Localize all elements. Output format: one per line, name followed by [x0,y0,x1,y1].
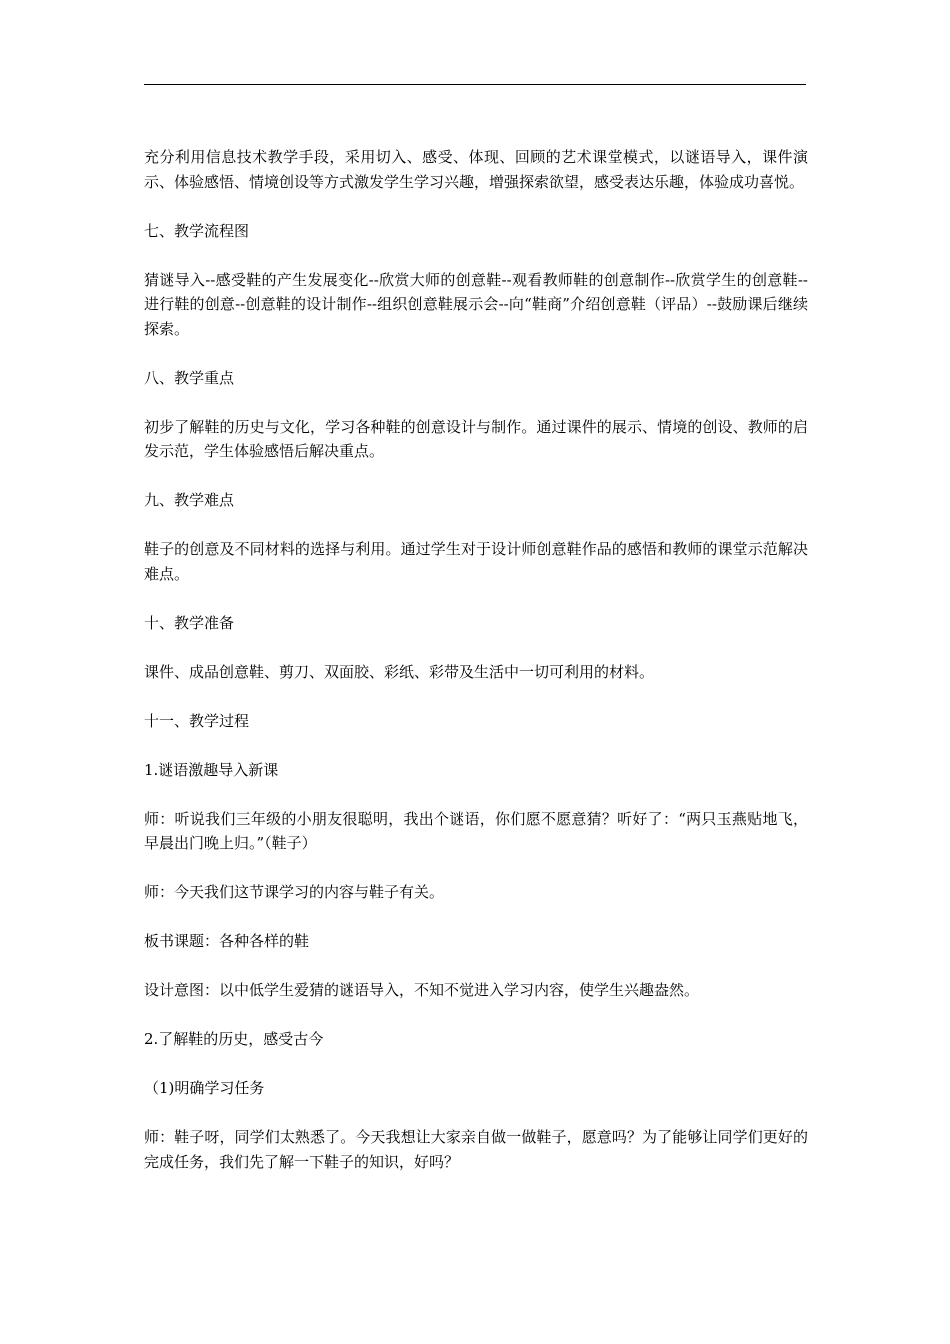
paragraph-flowchart: 猜谜导入--感受鞋的产生发展变化--欣赏大师的创意鞋--观看教师鞋的创意制作--欣赏学生的创意鞋--进行鞋的创意--创意鞋的设计制作--组织创意鞋展示会--向“鞋商”介绍创意鞋（评品）--鼓励课后继续探索。 [144,270,808,338]
paragraph-key-points: 初步了解鞋的历史与文化，学习各种鞋的创意设计与制作。通过课件的展示、情境的创设、教师的启发示范，学生体验感悟后解决重点。 [144,417,808,460]
paragraph-intro-method: 充分利用信息技术教学手段，采用切入、感受、体现、回顾的艺术课堂模式，以谜语导入，课件演示、体验感悟、情境创设等方式激发学生学习兴趣，增强探索欲望，感受表达乐趣，体验成功喜悦。 [144,148,808,191]
paragraph-teacher-task: 师：鞋子呀，同学们太熟悉了。今天我想让大家亲自做一做鞋子，愿意吗？为了能够让同学们更好的完成任务，我们先了解一下鞋子的知识，好吗？ [144,1128,808,1171]
document-body [144,145,808,1199]
paragraph-riddle: 师：听说我们三年级的小朋友很聪明，我出个谜语，你们愿不愿意猜？听好了：“两只玉燕贴地飞，早晨出门晚上归。”（鞋子） [144,809,808,852]
subheading-step-2-1: （1)明确学习任务 [144,1079,265,1097]
paragraph-preparation: 课件、成品创意鞋、剪刀、双面胶、彩纸、彩带及生活中一切可利用的材料。 [144,662,655,681]
heading-section-8: 八、教学重点 [144,368,235,387]
subheading-step-1: 1.谜语激趣导入新课 [144,760,279,779]
paragraph-board-title: 板书课题：各种各样的鞋 [144,932,310,950]
heading-section-7: 七、教学流程图 [144,221,250,240]
header-rule [144,84,806,85]
paragraph-difficulties: 鞋子的创意及不同材料的选择与利用。通过学生对于设计师创意鞋作品的感悟和教师的课堂示范解决难点。 [144,540,808,583]
paragraph-design-intent: 设计意图：以中低学生爱猜的谜语导入，不知不觉进入学习内容，使学生兴趣盎然。 [144,981,700,999]
heading-section-11: 十一、教学过程 [144,711,250,730]
heading-section-10: 十、教学准备 [144,613,235,632]
paragraph-lesson-topic: 师：今天我们这节课学习的内容与鞋子有关。 [144,883,445,901]
subheading-step-2: 2.了解鞋的历史，感受古今 [144,1030,324,1048]
heading-section-9: 九、教学难点 [144,491,235,509]
